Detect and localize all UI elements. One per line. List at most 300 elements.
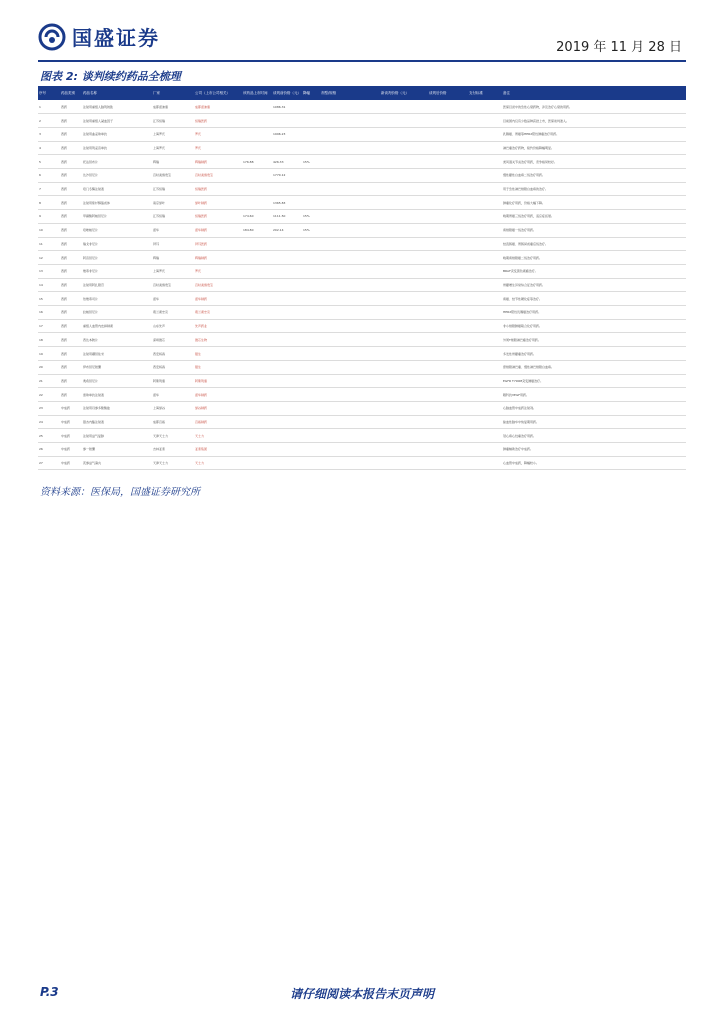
table-cell bbox=[242, 415, 272, 429]
table-cell bbox=[302, 169, 320, 183]
table-cell: 西药 bbox=[60, 333, 82, 347]
table-cell: 吉林亚泰 bbox=[152, 443, 194, 457]
table-row bbox=[38, 127, 686, 141]
table-cell bbox=[320, 401, 380, 415]
table-cell bbox=[380, 443, 428, 457]
table-cell bbox=[428, 100, 468, 114]
table-cell bbox=[272, 114, 302, 128]
table-cell bbox=[302, 429, 320, 443]
table-cell bbox=[242, 401, 272, 415]
table-cell: 培门冬酶注射液 bbox=[82, 182, 152, 196]
table-cell: 西药 bbox=[60, 347, 82, 361]
table-cell bbox=[242, 360, 272, 374]
footer-disclaimer: 请仔细阅读本报告末页声明 bbox=[289, 987, 434, 1001]
table-cell: 缺血性脑卒中恢复期用药。 bbox=[502, 415, 686, 429]
table-cell: 拉帕替尼片 bbox=[82, 306, 152, 320]
table-cell bbox=[380, 456, 428, 470]
table-cell: 心脑血管中成药注射剂。 bbox=[502, 401, 686, 415]
table-cell bbox=[468, 360, 502, 374]
table-cell bbox=[428, 333, 468, 347]
table-row bbox=[38, 155, 686, 169]
column-header: 厂家 bbox=[152, 86, 194, 100]
table-cell: 阿斯利康 bbox=[152, 374, 194, 388]
table-row bbox=[38, 100, 686, 114]
table-cell: 中成药 bbox=[60, 429, 82, 443]
table-cell: 山东先声 bbox=[152, 319, 194, 333]
table-row bbox=[38, 169, 686, 183]
table-row bbox=[38, 429, 686, 443]
table-cell: 百时美施贵宝 bbox=[152, 169, 194, 183]
table-cell: 中成药 bbox=[60, 443, 82, 457]
table-cell bbox=[428, 292, 468, 306]
table-cell bbox=[380, 333, 428, 347]
table-cell: 非小细胞肺癌联合化疗用药。 bbox=[502, 319, 686, 333]
table-cell bbox=[428, 319, 468, 333]
table-row bbox=[38, 292, 686, 306]
table-cell: 2 bbox=[38, 114, 60, 128]
table-cell bbox=[320, 169, 380, 183]
table-cell: 9 bbox=[38, 210, 60, 224]
table-cell: 葛兰素史克 bbox=[194, 306, 242, 320]
table-cell: 眼科抗VEGF用药。 bbox=[502, 388, 686, 402]
table-cell bbox=[320, 415, 380, 429]
table-cell bbox=[468, 182, 502, 196]
table-cell bbox=[272, 182, 302, 196]
table-cell: 淋巴瘤治疗药物，续约价格降幅明显。 bbox=[502, 141, 686, 155]
table-cell bbox=[302, 306, 320, 320]
table-cell: 西药 bbox=[60, 306, 82, 320]
table-cell bbox=[302, 374, 320, 388]
table-cell: 西达本胺片 bbox=[82, 333, 152, 347]
table-cell bbox=[380, 306, 428, 320]
table-cell bbox=[428, 127, 468, 141]
table-cell: 西药 bbox=[60, 319, 82, 333]
table-cell bbox=[428, 210, 468, 224]
table-cell bbox=[242, 374, 272, 388]
table-cell bbox=[242, 388, 272, 402]
table-cell: 西药 bbox=[60, 127, 82, 141]
table-cell bbox=[242, 333, 272, 347]
table-cell bbox=[428, 456, 468, 470]
table-cell bbox=[428, 360, 468, 374]
table-cell: 4 bbox=[38, 141, 60, 155]
table-cell: 结直肠癌、胃肠间质瘤后线治疗。 bbox=[502, 237, 686, 251]
table-cell bbox=[320, 443, 380, 457]
table-cell: 1996.23 bbox=[272, 127, 302, 141]
table-cell bbox=[468, 429, 502, 443]
table-cell: 注射用丹参多酚酸盐 bbox=[82, 401, 152, 415]
table-cell: 天士力 bbox=[194, 429, 242, 443]
company-name: 国盛证券 bbox=[72, 26, 160, 50]
table-cell bbox=[242, 141, 272, 155]
table-cell: 骨髓增生异常综合征治疗用药。 bbox=[502, 278, 686, 292]
table-cell bbox=[272, 319, 302, 333]
table-cell: 阿昔替尼片 bbox=[82, 251, 152, 265]
table-cell: 伊布替尼胶囊 bbox=[82, 360, 152, 374]
table-cell bbox=[302, 388, 320, 402]
table-cell: 肾细胞癌一线治疗用药。 bbox=[502, 223, 686, 237]
column-header: 药品名称 bbox=[82, 86, 152, 100]
table-cell bbox=[302, 292, 320, 306]
table-cell: 多发性骨髓瘤治疗用药。 bbox=[502, 347, 686, 361]
table-cell: 5 bbox=[38, 155, 60, 169]
drug-table-container bbox=[38, 86, 686, 470]
table-cell bbox=[320, 388, 380, 402]
table-cell bbox=[302, 443, 320, 457]
table-cell: 百时美施贵宝 bbox=[194, 169, 242, 183]
table-cell: 西药 bbox=[60, 114, 82, 128]
table-cell bbox=[242, 100, 272, 114]
table-cell: EGFR T790M突变肺癌治疗。 bbox=[502, 374, 686, 388]
table-cell: 甲磺酸阿帕替尼片 bbox=[82, 210, 152, 224]
table-cell bbox=[272, 443, 302, 457]
table-cell: 202.14 bbox=[272, 223, 302, 237]
table-cell bbox=[302, 237, 320, 251]
company-logo bbox=[38, 22, 160, 51]
table-cell bbox=[272, 264, 302, 278]
table-cell: 18 bbox=[38, 333, 60, 347]
table-cell bbox=[468, 388, 502, 402]
table-cell bbox=[428, 347, 468, 361]
table-row bbox=[38, 415, 686, 429]
column-header: 该药品上市时间 bbox=[242, 86, 272, 100]
table-cell bbox=[320, 333, 380, 347]
table-cell: 6 bbox=[38, 169, 60, 183]
table-cell: 24 bbox=[38, 415, 60, 429]
table-cell bbox=[242, 237, 272, 251]
table-cell bbox=[468, 196, 502, 210]
table-cell bbox=[272, 374, 302, 388]
table-cell: 天津天士力 bbox=[152, 456, 194, 470]
table-cell: 注射用阿扎胞苷 bbox=[82, 278, 152, 292]
table-cell: 亚泰集团 bbox=[194, 443, 242, 457]
table-cell bbox=[380, 141, 428, 155]
table-cell: 罗氏 bbox=[194, 264, 242, 278]
table-cell bbox=[320, 141, 380, 155]
table-cell: 辉瑞制药 bbox=[194, 155, 242, 169]
table-cell bbox=[302, 278, 320, 292]
table-cell: 184.80 bbox=[242, 223, 272, 237]
table-cell: 外周T细胞淋巴瘤治疗用药。 bbox=[502, 333, 686, 347]
table-cell: 先声药业 bbox=[194, 319, 242, 333]
table-cell bbox=[302, 319, 320, 333]
table-cell: 西药 bbox=[60, 223, 82, 237]
column-header: 药品类别 bbox=[60, 86, 82, 100]
table-cell bbox=[242, 292, 272, 306]
table-cell bbox=[468, 127, 502, 141]
table-cell bbox=[380, 127, 428, 141]
table-cell bbox=[468, 374, 502, 388]
table-cell bbox=[320, 292, 380, 306]
table-row bbox=[38, 114, 686, 128]
table-cell bbox=[380, 347, 428, 361]
table-cell bbox=[320, 319, 380, 333]
table-cell: 达沙替尼片 bbox=[82, 169, 152, 183]
table-cell: 注射用紫杉醇脂质体 bbox=[82, 196, 152, 210]
table-cell: 西药 bbox=[60, 100, 82, 114]
table-cell bbox=[320, 456, 380, 470]
table-cell: 拜耳 bbox=[152, 237, 194, 251]
table-cell bbox=[302, 415, 320, 429]
table-cell: 重组人血管内皮抑制素 bbox=[82, 319, 152, 333]
table-cell bbox=[302, 264, 320, 278]
table-cell bbox=[302, 401, 320, 415]
table-cell: 天津天士力 bbox=[152, 429, 194, 443]
table-cell bbox=[302, 360, 320, 374]
table-cell: 辉瑞制药 bbox=[194, 251, 242, 265]
table-cell: 西药 bbox=[60, 169, 82, 183]
table-cell bbox=[320, 360, 380, 374]
table-cell bbox=[242, 169, 272, 183]
table-cell: 中成药 bbox=[60, 415, 82, 429]
table-cell: 25 bbox=[38, 429, 60, 443]
table-cell: 奥希替尼片 bbox=[82, 374, 152, 388]
table-cell bbox=[302, 182, 320, 196]
table-cell: 肿瘤辅助治疗中成药。 bbox=[502, 443, 686, 457]
table-cell bbox=[320, 347, 380, 361]
table-cell bbox=[380, 388, 428, 402]
table-cell bbox=[428, 141, 468, 155]
table-cell bbox=[302, 347, 320, 361]
table-cell: 晚期胃癌三线治疗用药，适应症拓展。 bbox=[502, 210, 686, 224]
table-cell: 诺华制药 bbox=[194, 388, 242, 402]
table-cell: 绿叶制药 bbox=[194, 196, 242, 210]
table-cell: 中成药 bbox=[60, 456, 82, 470]
table-cell: 中成药 bbox=[60, 401, 82, 415]
table-cell: 诺华 bbox=[152, 388, 194, 402]
table-cell: 恒瑞医药 bbox=[194, 182, 242, 196]
table-cell: 西药 bbox=[60, 360, 82, 374]
guosheng-logo-icon bbox=[38, 23, 66, 51]
table-cell: 西药 bbox=[60, 155, 82, 169]
table-row bbox=[38, 443, 686, 457]
table-cell bbox=[380, 264, 428, 278]
table-cell: 心血管中成药，降幅较小。 bbox=[502, 456, 686, 470]
table-row bbox=[38, 347, 686, 361]
table-row bbox=[38, 360, 686, 374]
table-cell: 西安杨森 bbox=[152, 360, 194, 374]
table-cell bbox=[302, 456, 320, 470]
table-row bbox=[38, 264, 686, 278]
table-row bbox=[38, 210, 686, 224]
table-cell: 上海罗氏 bbox=[152, 127, 194, 141]
table-cell bbox=[468, 114, 502, 128]
table-cell: 上海绿谷 bbox=[152, 401, 194, 415]
table-cell bbox=[468, 278, 502, 292]
table-cell: 23 bbox=[38, 401, 60, 415]
table-cell: 注射用重组人凝血因子 bbox=[82, 114, 152, 128]
column-header: 谈判后价格 bbox=[428, 86, 468, 100]
table-cell: 依维莫司片 bbox=[82, 292, 152, 306]
table-cell bbox=[302, 114, 320, 128]
table-cell bbox=[468, 347, 502, 361]
table-row bbox=[38, 278, 686, 292]
table-cell: 西药 bbox=[60, 182, 82, 196]
table-cell: 14 bbox=[38, 278, 60, 292]
table-cell: 21 bbox=[38, 374, 60, 388]
table-cell bbox=[302, 333, 320, 347]
column-header: 降幅 bbox=[302, 86, 320, 100]
table-cell: 17 bbox=[38, 319, 60, 333]
table-cell bbox=[428, 155, 468, 169]
table-cell bbox=[380, 360, 428, 374]
table-cell bbox=[428, 182, 468, 196]
table-cell bbox=[242, 182, 272, 196]
table-cell bbox=[468, 141, 502, 155]
table-cell bbox=[468, 319, 502, 333]
table-cell bbox=[272, 141, 302, 155]
table-cell: 12 bbox=[38, 251, 60, 265]
table-cell bbox=[468, 306, 502, 320]
table-cell: 176.88 bbox=[242, 155, 272, 169]
table-cell bbox=[428, 306, 468, 320]
table-cell bbox=[468, 169, 502, 183]
column-header: 备注 bbox=[502, 86, 686, 100]
table-cell bbox=[428, 251, 468, 265]
table-cell: 强生 bbox=[194, 347, 242, 361]
table-cell: 诺华 bbox=[152, 292, 194, 306]
table-cell: 26 bbox=[38, 443, 60, 457]
table-cell: 西药 bbox=[60, 141, 82, 155]
table-cell bbox=[272, 429, 302, 443]
table-cell: 江苏恒瑞 bbox=[152, 210, 194, 224]
table-cell bbox=[428, 374, 468, 388]
table-cell bbox=[468, 333, 502, 347]
table-cell bbox=[272, 278, 302, 292]
table-cell: 22 bbox=[38, 388, 60, 402]
table-cell bbox=[380, 100, 428, 114]
table-cell: 罗氏 bbox=[194, 141, 242, 155]
table-cell: 用于急性淋巴细胞白血病的治疗。 bbox=[502, 182, 686, 196]
table-cell: 西药 bbox=[60, 292, 82, 306]
table-cell: 注射用益气复脉 bbox=[82, 429, 152, 443]
table-cell bbox=[468, 264, 502, 278]
table-cell: 罗氏 bbox=[194, 127, 242, 141]
table-cell: 1770.12 bbox=[272, 169, 302, 183]
table-cell: 肿瘤化疗用药，价格大幅下降。 bbox=[502, 196, 686, 210]
table-cell bbox=[242, 196, 272, 210]
table-cell: 天士力 bbox=[194, 456, 242, 470]
table-cell bbox=[242, 114, 272, 128]
table-row bbox=[38, 141, 686, 155]
table-cell bbox=[242, 347, 272, 361]
table-cell bbox=[380, 251, 428, 265]
table-cell: 微芯生物 bbox=[194, 333, 242, 347]
table-cell bbox=[380, 210, 428, 224]
column-header: 序号 bbox=[38, 86, 60, 100]
table-cell bbox=[302, 141, 320, 155]
table-cell: 11 bbox=[38, 237, 60, 251]
table-cell bbox=[428, 114, 468, 128]
table-row bbox=[38, 333, 686, 347]
table-cell: 雷珠单抗注射液 bbox=[82, 388, 152, 402]
table-cell: 乳腺癌、胃癌等HER2阳性肿瘤治疗用药。 bbox=[502, 127, 686, 141]
table-cell bbox=[242, 456, 272, 470]
table-cell: 成都百裕 bbox=[152, 415, 194, 429]
table-cell: 瑞戈非尼片 bbox=[82, 237, 152, 251]
table-cell: 174.60 bbox=[242, 210, 272, 224]
table-cell: 培唑帕尼片 bbox=[82, 223, 152, 237]
table-cell bbox=[380, 223, 428, 237]
table-cell: 西药 bbox=[60, 278, 82, 292]
table-cell: 西药 bbox=[60, 237, 82, 251]
column-header: 公司（上市公司相关） bbox=[194, 86, 242, 100]
table-cell bbox=[468, 415, 502, 429]
table-cell: 西药 bbox=[60, 374, 82, 388]
table-cell: 1365.83 bbox=[272, 196, 302, 210]
table-row bbox=[38, 223, 686, 237]
table-cell: 1086.31 bbox=[272, 100, 302, 114]
table-cell: 百时美施贵宝 bbox=[194, 278, 242, 292]
table-cell: 3 bbox=[38, 127, 60, 141]
table-cell: 注射用重组人脑利钠肽 bbox=[82, 100, 152, 114]
figure-title: 图表 2: 谈判续约药品全梳理 bbox=[40, 70, 181, 83]
table-cell bbox=[468, 292, 502, 306]
table-cell: 南京绿叶 bbox=[152, 196, 194, 210]
page-number: P.3 bbox=[40, 985, 59, 999]
table-cell: 恒瑞医药 bbox=[194, 114, 242, 128]
table-cell: 托法替布片 bbox=[82, 155, 152, 169]
table-cell: 晚期肾细胞癌二线治疗用药。 bbox=[502, 251, 686, 265]
table-cell: 百时美施贵宝 bbox=[152, 278, 194, 292]
table-cell: 西药 bbox=[60, 210, 82, 224]
table-cell: 上海罗氏 bbox=[152, 141, 194, 155]
table-cell bbox=[320, 114, 380, 128]
table-cell: 西药 bbox=[60, 264, 82, 278]
table-cell bbox=[272, 360, 302, 374]
table-row bbox=[38, 182, 686, 196]
table-cell bbox=[242, 319, 272, 333]
table-cell bbox=[468, 237, 502, 251]
table-cell: 阿斯利康 bbox=[194, 374, 242, 388]
table-row bbox=[38, 319, 686, 333]
table-cell bbox=[272, 415, 302, 429]
table-cell bbox=[428, 169, 468, 183]
table-cell bbox=[428, 443, 468, 457]
table-cell: 上海罗氏 bbox=[152, 264, 194, 278]
table-cell: 15% bbox=[302, 223, 320, 237]
table-cell bbox=[242, 443, 272, 457]
table-cell bbox=[320, 374, 380, 388]
table-cell bbox=[242, 429, 272, 443]
table-cell bbox=[380, 237, 428, 251]
table-cell bbox=[302, 196, 320, 210]
table-cell: 注射用硼替佐米 bbox=[82, 347, 152, 361]
table-cell: 辉瑞 bbox=[152, 155, 194, 169]
table-cell bbox=[320, 278, 380, 292]
table-cell bbox=[380, 278, 428, 292]
table-cell: 葛兰素史克 bbox=[152, 306, 194, 320]
table-cell bbox=[380, 114, 428, 128]
table-cell: BRAF突变黑色素瘤治疗。 bbox=[502, 264, 686, 278]
table-cell: 注射用利妥昔单抗 bbox=[82, 141, 152, 155]
table-cell bbox=[320, 223, 380, 237]
table-cell: 诺华制药 bbox=[194, 223, 242, 237]
table-cell: 维莫非尼片 bbox=[82, 264, 152, 278]
table-cell bbox=[428, 401, 468, 415]
column-header: 支付标准 bbox=[468, 86, 502, 100]
table-cell bbox=[320, 182, 380, 196]
table-cell bbox=[242, 251, 272, 265]
table-cell bbox=[380, 401, 428, 415]
table-cell bbox=[428, 415, 468, 429]
table-cell bbox=[380, 292, 428, 306]
table-cell bbox=[468, 223, 502, 237]
table-cell bbox=[468, 100, 502, 114]
table-header-row bbox=[38, 86, 686, 100]
table-cell: 7 bbox=[38, 182, 60, 196]
column-header: 剂型/规格 bbox=[320, 86, 380, 100]
